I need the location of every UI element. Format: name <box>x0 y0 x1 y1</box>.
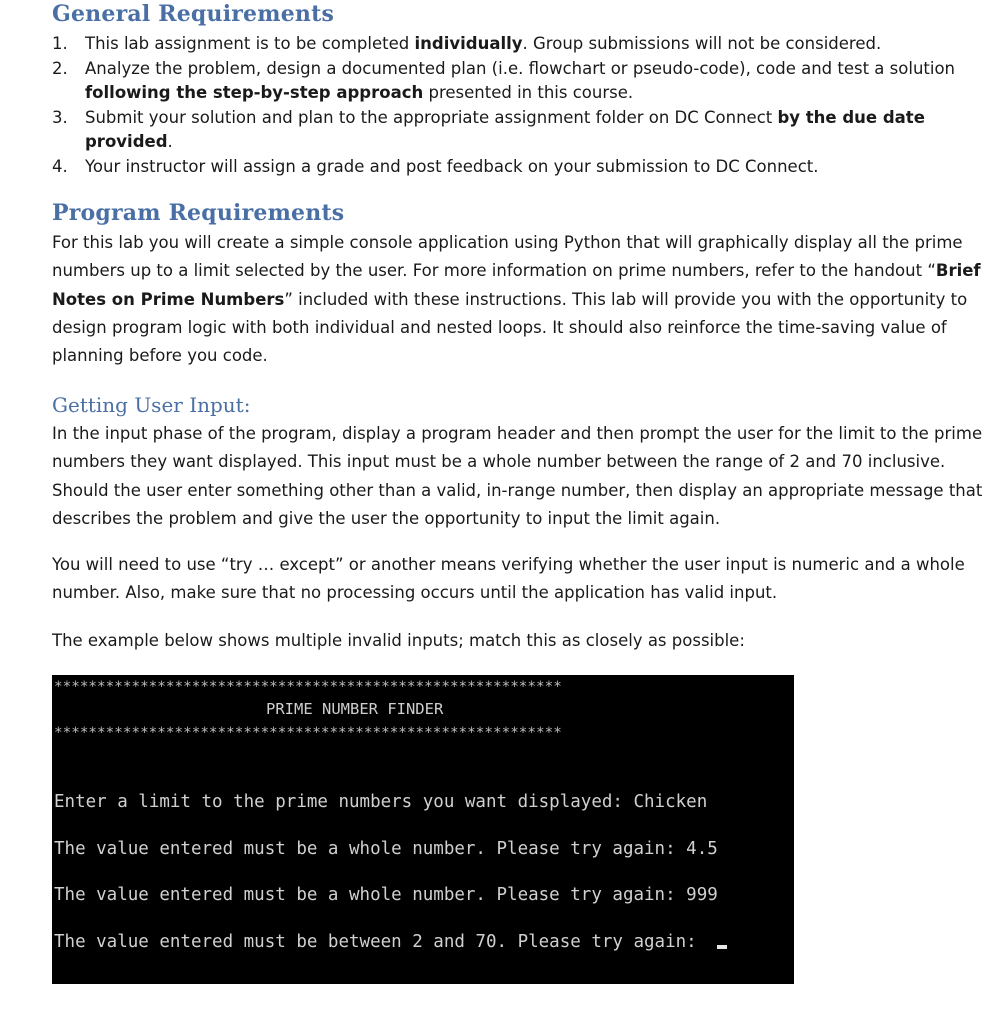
console-line: Enter a limit to the prime numbers you want displayed: Chicken <box>54 792 708 812</box>
list-number: 4. <box>52 156 68 176</box>
user-input-paragraph-1: In the input phase of the program, display a program header and then prompt the user for the limit to the prime numbers they want displayed. This input must be a whole number between the range of 2 and 70 inclusive. Should the user enter something other than a valid, in-range number, then display an appropriate message that describes the problem and give the user the opportunity to input the limit again. <box>52 424 983 528</box>
console-line: The value entered must be a whole number. Please try again: 999 <box>54 885 718 905</box>
list-item: 2. Analyze the problem, design a documented plan (i.e. flowchart or pseudo-code), code and test a solution following the step-by-step approach presented in this course. <box>52 58 956 102</box>
console-screenshot <box>52 675 794 984</box>
list-item: 4. Your instructor will assign a grade and post feedback on your submission to DC Connect. <box>52 155 982 180</box>
list-number: 3. <box>52 107 68 127</box>
list-number: 2. <box>52 58 68 78</box>
list-number: 1. <box>52 34 68 53</box>
console-stars-top: *********************************************************** <box>54 679 562 695</box>
program-requirements-paragraph: For this lab you will create a simple console application using Python that will graphically display all the prime numbers up to a limit selected by the user. For more information on prime numbers, refer to the handout “Brief Notes on Prime Numbers” included with these instructions. This lab will provide you with the opportunity to design program logic with both individual and nested loops. It should also reinforce the time-saving value of planning before you code. <box>52 233 981 366</box>
general-requirements-list <box>52 32 982 179</box>
console-cursor <box>717 945 727 949</box>
getting-user-input-heading: Getting User Input: <box>52 393 251 417</box>
console-line: The value entered must be a whole number. Please try again: 4.5 <box>54 839 718 859</box>
list-item: 1. This lab assignment is to be completed individually. Group submissions will not be considered. <box>52 32 982 57</box>
console-program-title: PRIME NUMBER FINDER <box>266 700 444 718</box>
list-item: 3. Submit your solution and plan to the appropriate assignment folder on DC Connect by the due date provided. <box>52 107 925 151</box>
general-requirements-heading: General Requirements <box>52 1 335 27</box>
program-requirements-heading: Program Requirements <box>52 200 345 226</box>
console-stars-bottom: *********************************************************** <box>54 725 562 741</box>
console-line-prompt: The value entered must be between 2 and 70. Please try again: <box>54 931 727 953</box>
user-input-paragraph-3: The example below shows multiple invalid inputs; match this as closely as possible: <box>52 631 745 650</box>
user-input-paragraph-2: You will need to use “try … except” or another means verifying whether the user input is numeric and a whole number. Also, make sure that no processing occurs until the application has valid input. <box>52 555 965 603</box>
